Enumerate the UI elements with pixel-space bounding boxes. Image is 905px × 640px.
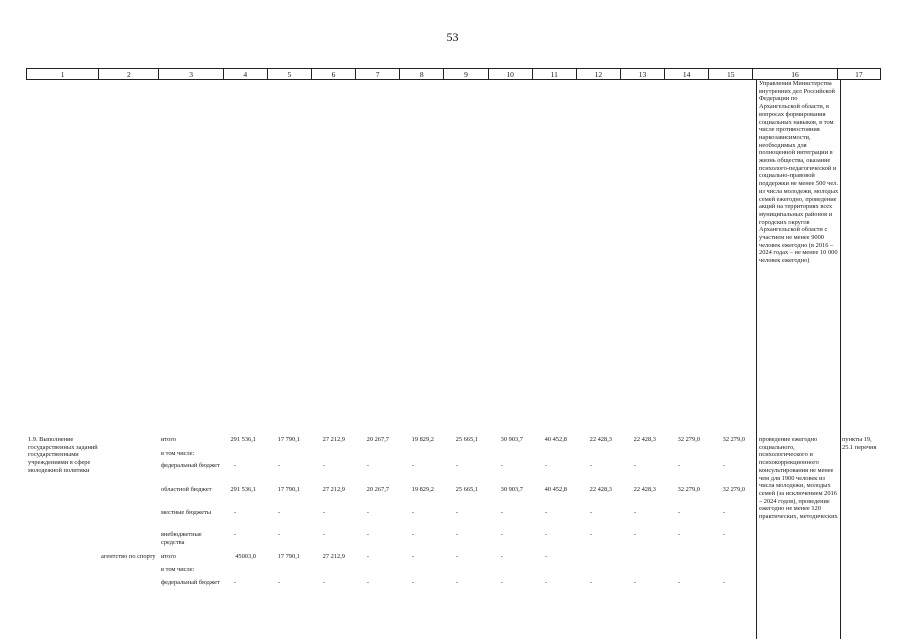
- column-number: 1: [27, 69, 99, 80]
- row-label: в том числе:: [161, 566, 195, 573]
- amount-cell: 17 790,1: [277, 486, 300, 493]
- amount-cell: -: [500, 462, 504, 469]
- result-continuation-text: Управления Министерства внутренних дел Российской Федерации по Архангельской области, в вопросах формирования социальных навыков, в том числе противостояния наркозависимости, необходимых для полноценной интеграции в жизнь общества, оказание психолого-педагогической и социально-правовой поддержки не менее 500 чел. из числа молодежи, молодых семей ежегодно, проведение акций на территориях всех муниципальных районов и городских округов Архангельской области с участием не менее 9000 человек ежегодно (в 2016 – 2024 годах – не менее 10 000 человек ежегодно): [759, 80, 839, 265]
- amount-cell: -: [633, 531, 637, 538]
- amount-cell: -: [455, 462, 459, 469]
- amount-cell: -: [677, 462, 681, 469]
- amount-cell: -: [411, 462, 415, 469]
- amount-cell: 17 790,1: [277, 553, 300, 560]
- amount-cell: -: [455, 579, 459, 586]
- amount-cell: -: [411, 579, 415, 586]
- column-number: 4: [223, 69, 267, 80]
- amount-cell: 20 267,7: [366, 486, 389, 493]
- page-number: 53: [446, 30, 459, 44]
- column-number: 3: [159, 69, 223, 80]
- amount-cell: -: [544, 579, 548, 586]
- amount-cell: -: [722, 462, 726, 469]
- amount-cell: -: [677, 531, 681, 538]
- reference-text: пункты 19, 25.1 перечня: [842, 436, 877, 451]
- amount-cell: 32 279,0: [677, 486, 700, 493]
- amount-cell: 20 267,7: [366, 436, 389, 443]
- amount-cell: -: [544, 462, 548, 469]
- amount-cell: -: [722, 579, 726, 586]
- amount-cell: -: [455, 509, 459, 516]
- row-label: областной бюджет: [161, 486, 212, 493]
- amount-cell: -: [366, 531, 370, 538]
- column-number: 10: [488, 69, 532, 80]
- amount-cell: 45003,0: [235, 553, 256, 560]
- amount-cell: -: [589, 579, 593, 586]
- amount-cell: -: [589, 531, 593, 538]
- row-label: внебюджетные средства: [161, 531, 202, 546]
- amount-cell: 19 829,2: [411, 436, 434, 443]
- amount-cell: 40 452,8: [544, 486, 567, 493]
- amount-cell: -: [677, 579, 681, 586]
- amount-cell: -: [233, 531, 237, 538]
- amount-cell: -: [633, 509, 637, 516]
- column-number: 6: [311, 69, 355, 80]
- amount-cell: -: [233, 509, 237, 516]
- amount-cell: -: [500, 531, 504, 538]
- amount-cell: 22 428,3: [633, 436, 656, 443]
- amount-cell: -: [233, 579, 237, 586]
- row-label: итого: [161, 553, 176, 560]
- column-number: 11: [532, 69, 576, 80]
- column-number: 8: [400, 69, 444, 80]
- executor-agency: агентство по спорту: [101, 553, 156, 560]
- amount-cell: -: [366, 509, 370, 516]
- column-number: 14: [665, 69, 709, 80]
- column-number: 5: [267, 69, 311, 80]
- amount-cell: -: [277, 462, 281, 469]
- item-title: 1.9. Выполнение государственных заданий государственными учреждениями в сфере молодежной политики: [28, 436, 98, 474]
- amount-cell: -: [233, 462, 237, 469]
- column-number: 17: [837, 69, 880, 80]
- amount-cell: 25 665,1: [455, 436, 478, 443]
- column-number-header: [26, 68, 881, 80]
- column-number: 9: [444, 69, 488, 80]
- row-label: федеральный бюджет: [161, 579, 220, 586]
- amount-cell: 27 212,9: [322, 553, 345, 560]
- amount-cell: -: [455, 553, 459, 560]
- row-label: федеральный бюджет: [161, 462, 220, 469]
- column-16-left-rule: [756, 79, 757, 639]
- amount-cell: 22 428,3: [589, 436, 612, 443]
- amount-cell: 32 279,0: [722, 436, 745, 443]
- row-label: местные бюджеты: [161, 509, 212, 516]
- amount-cell: 30 903,7: [500, 436, 523, 443]
- amount-cell: 19 829,2: [411, 486, 434, 493]
- amount-cell: -: [366, 462, 370, 469]
- amount-cell: -: [322, 509, 326, 516]
- amount-cell: -: [677, 509, 681, 516]
- amount-cell: -: [500, 509, 504, 516]
- amount-cell: -: [633, 462, 637, 469]
- amount-cell: -: [277, 531, 281, 538]
- row-label: итого: [161, 436, 176, 443]
- amount-cell: -: [366, 553, 370, 560]
- amount-cell: -: [455, 531, 459, 538]
- amount-cell: 17 790,1: [277, 436, 300, 443]
- amount-cell: -: [500, 579, 504, 586]
- column-number: 12: [576, 69, 620, 80]
- amount-cell: 291 536,1: [230, 436, 256, 443]
- column-number: 2: [99, 69, 159, 80]
- column-number: 16: [753, 69, 837, 80]
- amount-cell: -: [322, 462, 326, 469]
- expected-result-text: проведение ежегодно социального, психологического и психокоррекционного консультирования не менее чем для 1900 человек из числа молодежи, молодых семей (за исключением 2016 – 2024 годов), проведение ежегодно не менее 120 практических, методических: [759, 436, 838, 521]
- amount-cell: 25 665,1: [455, 486, 478, 493]
- amount-cell: -: [722, 509, 726, 516]
- amount-cell: -: [722, 531, 726, 538]
- amount-cell: 30 903,7: [500, 486, 523, 493]
- amount-cell: 27 212,9: [322, 486, 345, 493]
- amount-cell: -: [366, 579, 370, 586]
- amount-cell: 32 279,0: [722, 486, 745, 493]
- amount-cell: -: [411, 531, 415, 538]
- amount-cell: 40 452,8: [544, 436, 567, 443]
- column-number: 15: [709, 69, 753, 80]
- amount-cell: -: [411, 509, 415, 516]
- amount-cell: 22 428,3: [589, 486, 612, 493]
- amount-cell: -: [277, 579, 281, 586]
- amount-cell: -: [633, 579, 637, 586]
- amount-cell: -: [322, 531, 326, 538]
- amount-cell: 291 536,1: [230, 486, 256, 493]
- amount-cell: -: [544, 553, 548, 560]
- amount-cell: -: [411, 553, 415, 560]
- amount-cell: 27 212,9: [322, 436, 345, 443]
- amount-cell: -: [589, 462, 593, 469]
- amount-cell: -: [500, 553, 504, 560]
- amount-cell: 32 279,0: [677, 436, 700, 443]
- amount-cell: -: [322, 579, 326, 586]
- amount-cell: -: [277, 509, 281, 516]
- column-16-right-rule: [840, 79, 841, 639]
- amount-cell: 22 428,3: [633, 486, 656, 493]
- amount-cell: -: [544, 509, 548, 516]
- amount-cell: -: [589, 509, 593, 516]
- amount-cell: -: [544, 531, 548, 538]
- column-number: 13: [620, 69, 664, 80]
- row-label: в том числе:: [161, 450, 195, 457]
- column-number: 7: [356, 69, 400, 80]
